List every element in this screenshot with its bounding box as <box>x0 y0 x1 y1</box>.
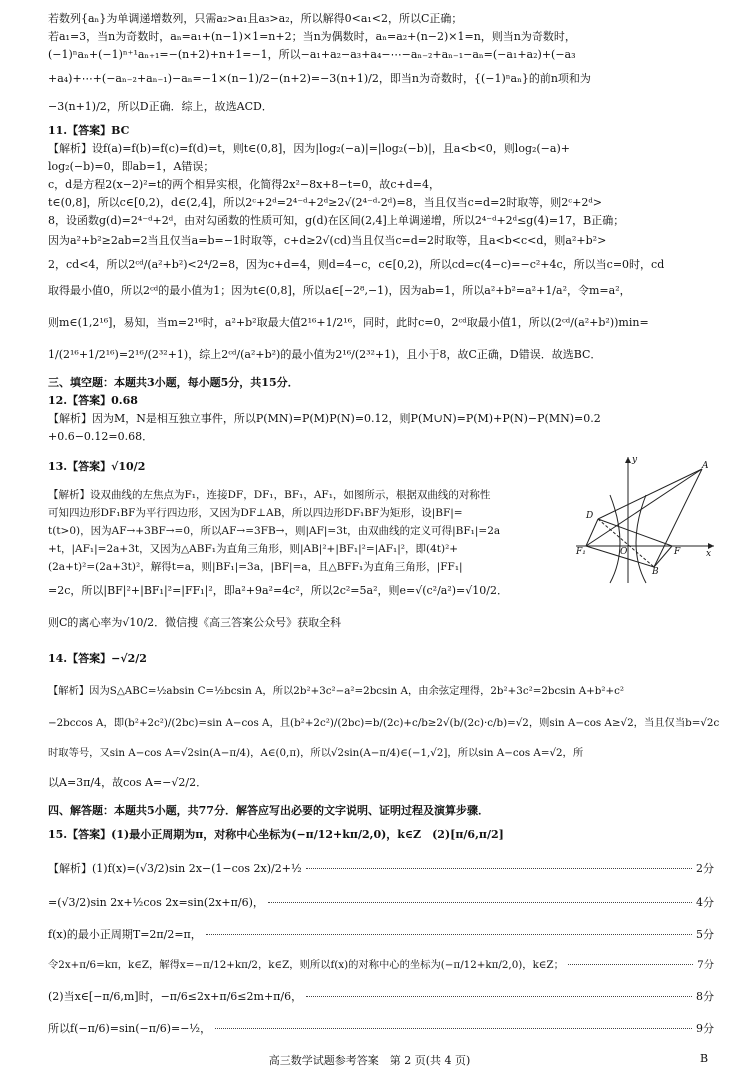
question-13-answer: 13.【答案】√10/2 <box>48 460 146 473</box>
text-line: t(t>0)，因为AF→+3BF→=0，所以AF→=3FB→，则|AF|=3t，由双曲线的定义可得|BF₁|=2a <box>48 525 501 537</box>
scored-step <box>48 958 714 972</box>
figure-label: A <box>702 461 709 471</box>
text-line: 8，设函数g(d)=2⁴⁻ᵈ+2ᵈ，由对勾函数的性质可知，g(d)在区间(2,4]上单调递增，所以2⁴⁻ᵈ+2ᵈ≤g(4)=17，B正确； <box>48 214 625 227</box>
question-14-answer: 14.【答案】−√2/2 <box>48 652 147 665</box>
leader-dots <box>206 934 692 935</box>
text-line: 时取等号，又sin A−cos A=√2sin(A−π/4)，A∈(0,π)，所以√2sin(A−π/4)∈(−1,√2]，所以sin A−cos A=√2，所 <box>48 747 584 759</box>
text-line: 2，cd<4，所以2ᶜᵈ/(a²+b²)<2⁴/2=8，因为c+d=4，则d=4−c，c∈[0,2)，所以cd=c(4−c)=−c²+4c，所以当c=0时，cd <box>48 258 665 271</box>
scored-step <box>48 896 714 910</box>
text-line: 【解析】因为S△ABC=½absin C=½bcsin A，所以2b²+3c²−a²=2bcsin A，由余弦定理得，2b²+3c²=2bcsin A+b²+c² <box>48 685 625 697</box>
figure-label: F₁ <box>576 547 586 557</box>
text-line: 1/(2¹⁶+1/2¹⁶)=2¹⁶/(2³²+1)，综上2ᶜᵈ/(a²+b²)的最小值为2¹⁶/(2³²+1)，且小于8，故C正确，D错误．故选BC． <box>48 348 602 361</box>
text-line: 取得最小值0，所以2ᶜᵈ的最小值为1；因为t∈(0,8]，所以a∈[−2⁸,−1)，因为ab=1，所以a²+b²=a²+1/a²，令m=a²， <box>48 284 631 297</box>
step-points: 8分 <box>696 990 714 1003</box>
question-15-answer: 15.【答案】(1)最小正周期为π，对称中心坐标为(−π/12+kπ/2,0)，k∈Z (2)[π/6,π/2] <box>48 828 504 841</box>
text-line: (−1)ⁿaₙ+(−1)ⁿ⁺¹aₙ₊₁=−(n+2)+n+1=−1，所以−a₁+a₂−a₃+a₄−⋯−aₙ₋₂+aₙ₋₁−aₙ=(−a₁+a₂)+(−a₃ <box>48 48 576 61</box>
figure-label: y <box>632 455 638 465</box>
step-text: (2)当x∈[−π/6,m]时，−π/6≤2x+π/6≤2m+π/6， <box>48 990 303 1003</box>
scored-step <box>48 862 714 876</box>
page-footer: 高三数学试题参考答案 第 2 页(共 4 页) <box>268 1054 471 1067</box>
text-line: 【解析】设f(a)=f(b)=f(c)=f(d)=t，则t∈(0,8]，因为|log₂(−a)|=|log₂(−b)|，且a<b<0，则log₂(−a)+ <box>48 142 570 155</box>
question-11-answer: 11.【答案】BC <box>48 124 130 137</box>
leader-dots <box>268 902 692 903</box>
step-text: =(√3/2)sin 2x+½cos 2x=sin(2x+π/6)， <box>48 896 264 909</box>
page-version-mark: B <box>700 1052 709 1065</box>
section-heading-fill-in: 三、填空题：本题共3小题，每小题5分，共15分． <box>48 376 299 389</box>
scored-step <box>48 928 714 942</box>
leader-dots <box>306 996 692 997</box>
figure-label: F <box>674 547 681 557</box>
leader-dots <box>215 1028 692 1029</box>
step-text: f(x)的最小正周期T=2π/2=π， <box>48 928 202 941</box>
text-line: 若a₁=3，当n为奇数时，aₙ=a₁+(n−1)×1=n+2；当n为偶数时，aₙ=a₂+(n−2)×1=n，则当n为奇数时， <box>48 30 576 43</box>
text-line: 以A=3π/4，故cos A=−√2/2． <box>48 776 208 789</box>
text-line: 因为a²+b²≥2ab=2当且仅当a=b=−1时取等，c+d≥2√(cd)当且仅当c=d=2时取等，且a<b<c<d，则a²+b²> <box>48 234 607 247</box>
leader-dots <box>568 964 693 965</box>
hyperbola-figure <box>576 455 716 585</box>
text-line: −3(n+1)/2，所以D正确．综上，故选ACD． <box>48 100 273 113</box>
text-line: 则C的离心率为√10/2．微信搜《高三答案公众号》获取全科 <box>48 616 342 629</box>
figure-label: O <box>620 547 628 557</box>
scored-step <box>48 990 714 1004</box>
step-points: 2分 <box>696 862 714 875</box>
text-line: (2a+t)²=(2a+3t)²，解得t=a，则|BF₁|=3a，|BF|=a，且△BFF₁为直角三角形，|FF₁| <box>48 561 463 573</box>
text-line: 可知四边形DF₁BF为平行四边形，又因为DF⊥AB，所以四边形DF₁BF为矩形，设|BF|= <box>48 507 463 519</box>
text-line: 若数列{aₙ}为单调递增数列，只需a₂>a₁且a₃>a₂，所以解得0<a₁<2，所以C正确； <box>48 12 463 25</box>
text-line: 则m∈(1,2¹⁶]，易知，当m=2¹⁶时，a²+b²取最大值2¹⁶+1/2¹⁶，同时，此时c=0，2ᶜᵈ取最小值1，所以(2ᶜᵈ/(a²+b²))min= <box>48 316 649 329</box>
text-line: +0.6−0.12=0.68． <box>48 430 154 443</box>
figure-label: B <box>652 567 659 577</box>
text-line: t∈(0,8]，所以c∈[0,2)，d∈(2,4]，所以2ᶜ+2ᵈ=2⁴⁻ᵈ+2ᵈ≥2√(2⁴⁻ᵈ·2ᵈ)=8，当且仅当c=d=2时取等，则2ᶜ+2ᵈ> <box>48 196 602 209</box>
section-heading-solutions: 四、解答题：本题共5小题，共77分．解答应写出必要的文字说明、证明过程及演算步骤． <box>48 804 489 817</box>
figure-label: D <box>586 511 594 521</box>
text-line: 【解析】因为M，N是相互独立事件，所以P(MN)=P(M)P(N)=0.12，则P(M∪N)=P(M)+P(N)−P(MN)=0.2 <box>48 412 601 425</box>
text-line: +t，|AF₁|=2a+3t，又因为△ABF₁为直角三角形，则|AB|²+|BF₁|²=|AF₁|²，即(4t)²+ <box>48 543 459 555</box>
leader-dots <box>306 868 692 869</box>
step-text: 令2x+π/6=kπ，k∈Z，解得x=−π/12+kπ/2，k∈Z，则所以f(x)的对称中心的坐标为(−π/12+kπ/2,0)，k∈Z； <box>48 959 564 971</box>
scored-step <box>48 1022 714 1036</box>
step-points: 5分 <box>696 928 714 941</box>
step-points: 9分 <box>696 1022 714 1035</box>
figure-label: x <box>706 549 712 559</box>
text-line: −2bccos A，即(b²+2c²)/(2bc)=sin A−cos A，且(b²+2c²)/(2bc)=b/(2c)+c/b≥2√(b/(2c)·c/b)=√2，则sin A−cos A≥√2，当且仅当b=√2c <box>48 717 720 729</box>
step-text: 所以f(−π/6)=sin(−π/6)=−½， <box>48 1022 212 1035</box>
step-text: 【解析】(1)f(x)=(√3/2)sin 2x−(1−cos 2x)/2+½ <box>48 862 302 875</box>
step-points: 4分 <box>696 896 714 909</box>
text-line: =2c，所以|BF|²+|BF₁|²=|FF₁|²，即a²+9a²=4c²，所以2c²=5a²，则e=√(c²/a²)=√10/2． <box>48 584 508 597</box>
text-line: c，d是方程2(x−2)²=t的两个相异实根，化简得2x²−8x+8−t=0，故c+d=4， <box>48 178 440 191</box>
text-line: +a₄)+⋯+(−aₙ₋₂+aₙ₋₁)−aₙ=−1×(n−1)/2−(n+2)=−3(n+1)/2，即当n为奇数时，{(−1)ⁿaₙ}的前n项和为 <box>48 72 591 85</box>
question-12-answer: 12.【答案】0.68 <box>48 394 138 407</box>
text-line: 【解析】设双曲线的左焦点为F₁，连接DF，DF₁，BF₁，AF₁，如图所示，根据双曲线的对称性 <box>48 489 491 501</box>
text-line: log₂(−b)=0，即ab=1，A错误； <box>48 160 215 173</box>
step-points: 7分 <box>697 959 714 971</box>
